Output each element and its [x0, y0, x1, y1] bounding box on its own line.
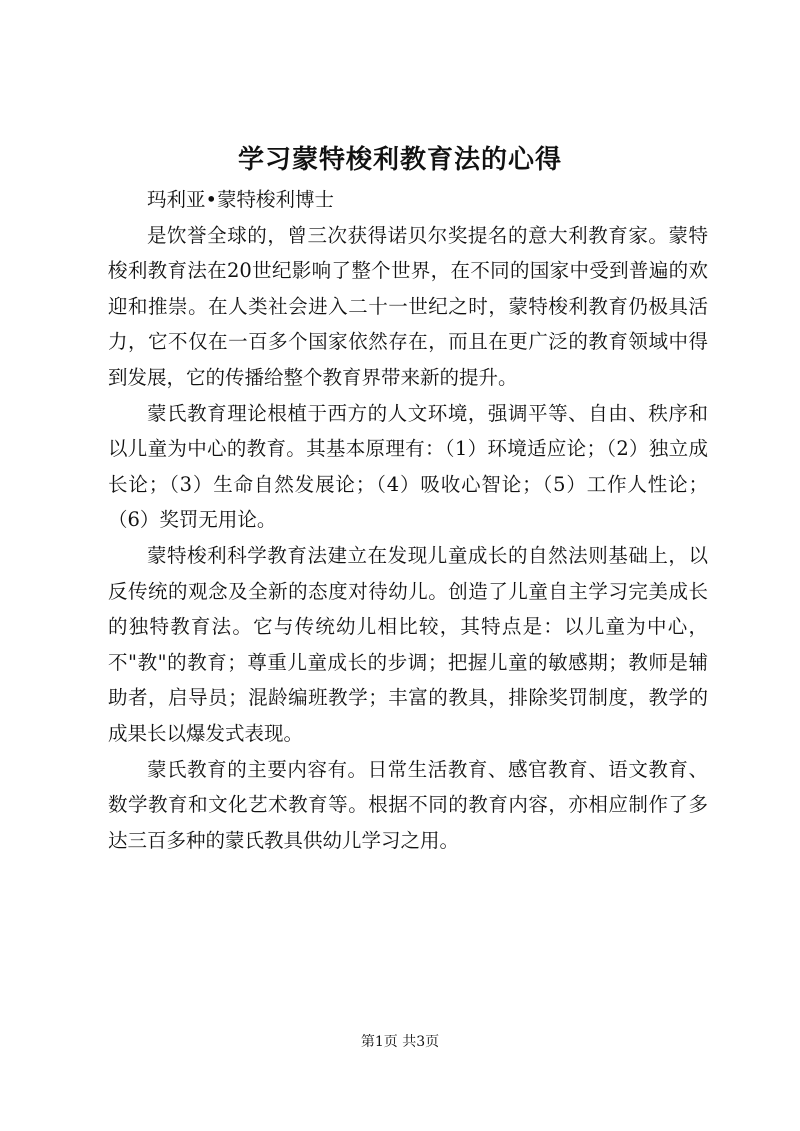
paragraph-author: 玛利亚•蒙特梭利博士 [147, 188, 335, 211]
paragraph-method: 蒙特梭利科学教育法建立在发现儿童成长的自然法则基础上，以反传统的观念及全新的态度对待幼儿。创造了儿童自主学习完美成长的独特教育法。它与传统幼儿相比较，其特点是：以儿童为中心，不"教"的教育；尊重儿童成长的步调；把握儿童的敏感期；教师是辅助者，启导员；混龄编班教学；丰富的教具，排除奖罚制度，教学的成果长以爆发式表现。 [108, 543, 708, 745]
document-title: 学习蒙特梭利教育法的心得 [237, 145, 562, 175]
document-body [108, 182, 708, 858]
paragraph-theory: 蒙氏教育理论根植于西方的人文环境，强调平等、自由、秩序和以儿童为中心的教育。其基本原理有：（1）环境适应论；（2）独立成长论；（3）生命自然发展论；（4）吸收心智论；（5）工作人性论；（6）奖罚无用论。 [108, 401, 708, 532]
page-footer: 第1页 共3页 [360, 1034, 440, 1050]
paragraph-intro: 是饮誉全球的，曾三次获得诺贝尔奖提名的意大利教育家。蒙特梭利教育法在20世纪影响了整个世界，在不同的国家中受到普遍的欢迎和推崇。在人类社会进入二十一世纪之时，蒙特梭利教育仍极具活力，它不仅在一百多个国家依然存在，而且在更广泛的教育领域中得到发展，它的传播给整个教育界带来新的提升。 [108, 223, 708, 389]
paragraph-content: 蒙氏教育的主要内容有。日常生活教育、感官教育、语文教育、数学教育和文化艺术教育等。根据不同的教育内容，亦相应制作了多达三百多种的蒙氏教具供幼儿学习之用。 [108, 757, 708, 852]
